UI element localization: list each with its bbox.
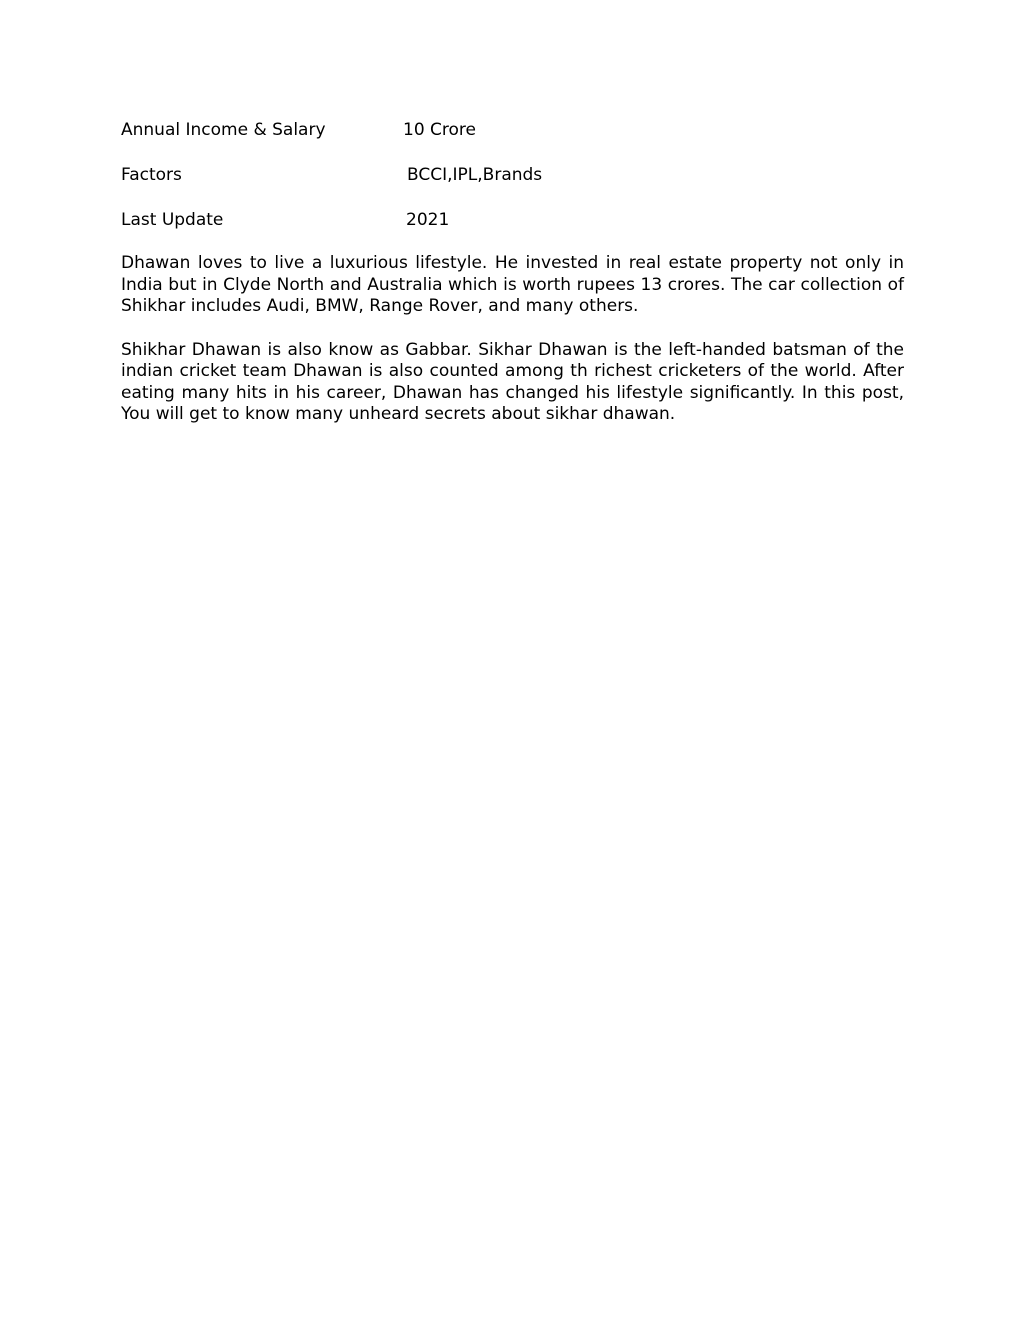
fact-label: Annual Income & Salary <box>121 120 326 140</box>
paragraph-lifestyle: Dhawan loves to live a luxurious lifestyle. He invested in real estate property not only in India but in Clyde North and Australia which is worth rupees 13 crores. The car collection of Shikhar includes Audi, BMW, Range Rover, and many others. <box>121 253 904 316</box>
fact-row-last-update <box>121 208 904 232</box>
fact-value: BCCI,IPL,Brands <box>407 165 543 185</box>
document-content <box>121 118 904 448</box>
fact-row-factors <box>121 163 904 187</box>
fact-label: Factors <box>121 165 182 185</box>
fact-label: Last Update <box>121 210 224 230</box>
fact-row-annual-income <box>121 118 904 142</box>
fact-value: 10 Crore <box>403 120 476 140</box>
paragraph-about: Shikhar Dhawan is also know as Gabbar. Sikhar Dhawan is the left-handed batsman of the indian cricket team Dhawan is also counted among th richest cricketers of the world. After eating many hits in his career, Dhawan has changed his lifestyle significantly. In this post, You will get to know many unheard secrets about sikhar dhawan. <box>121 339 904 424</box>
fact-value: 2021 <box>406 210 450 230</box>
